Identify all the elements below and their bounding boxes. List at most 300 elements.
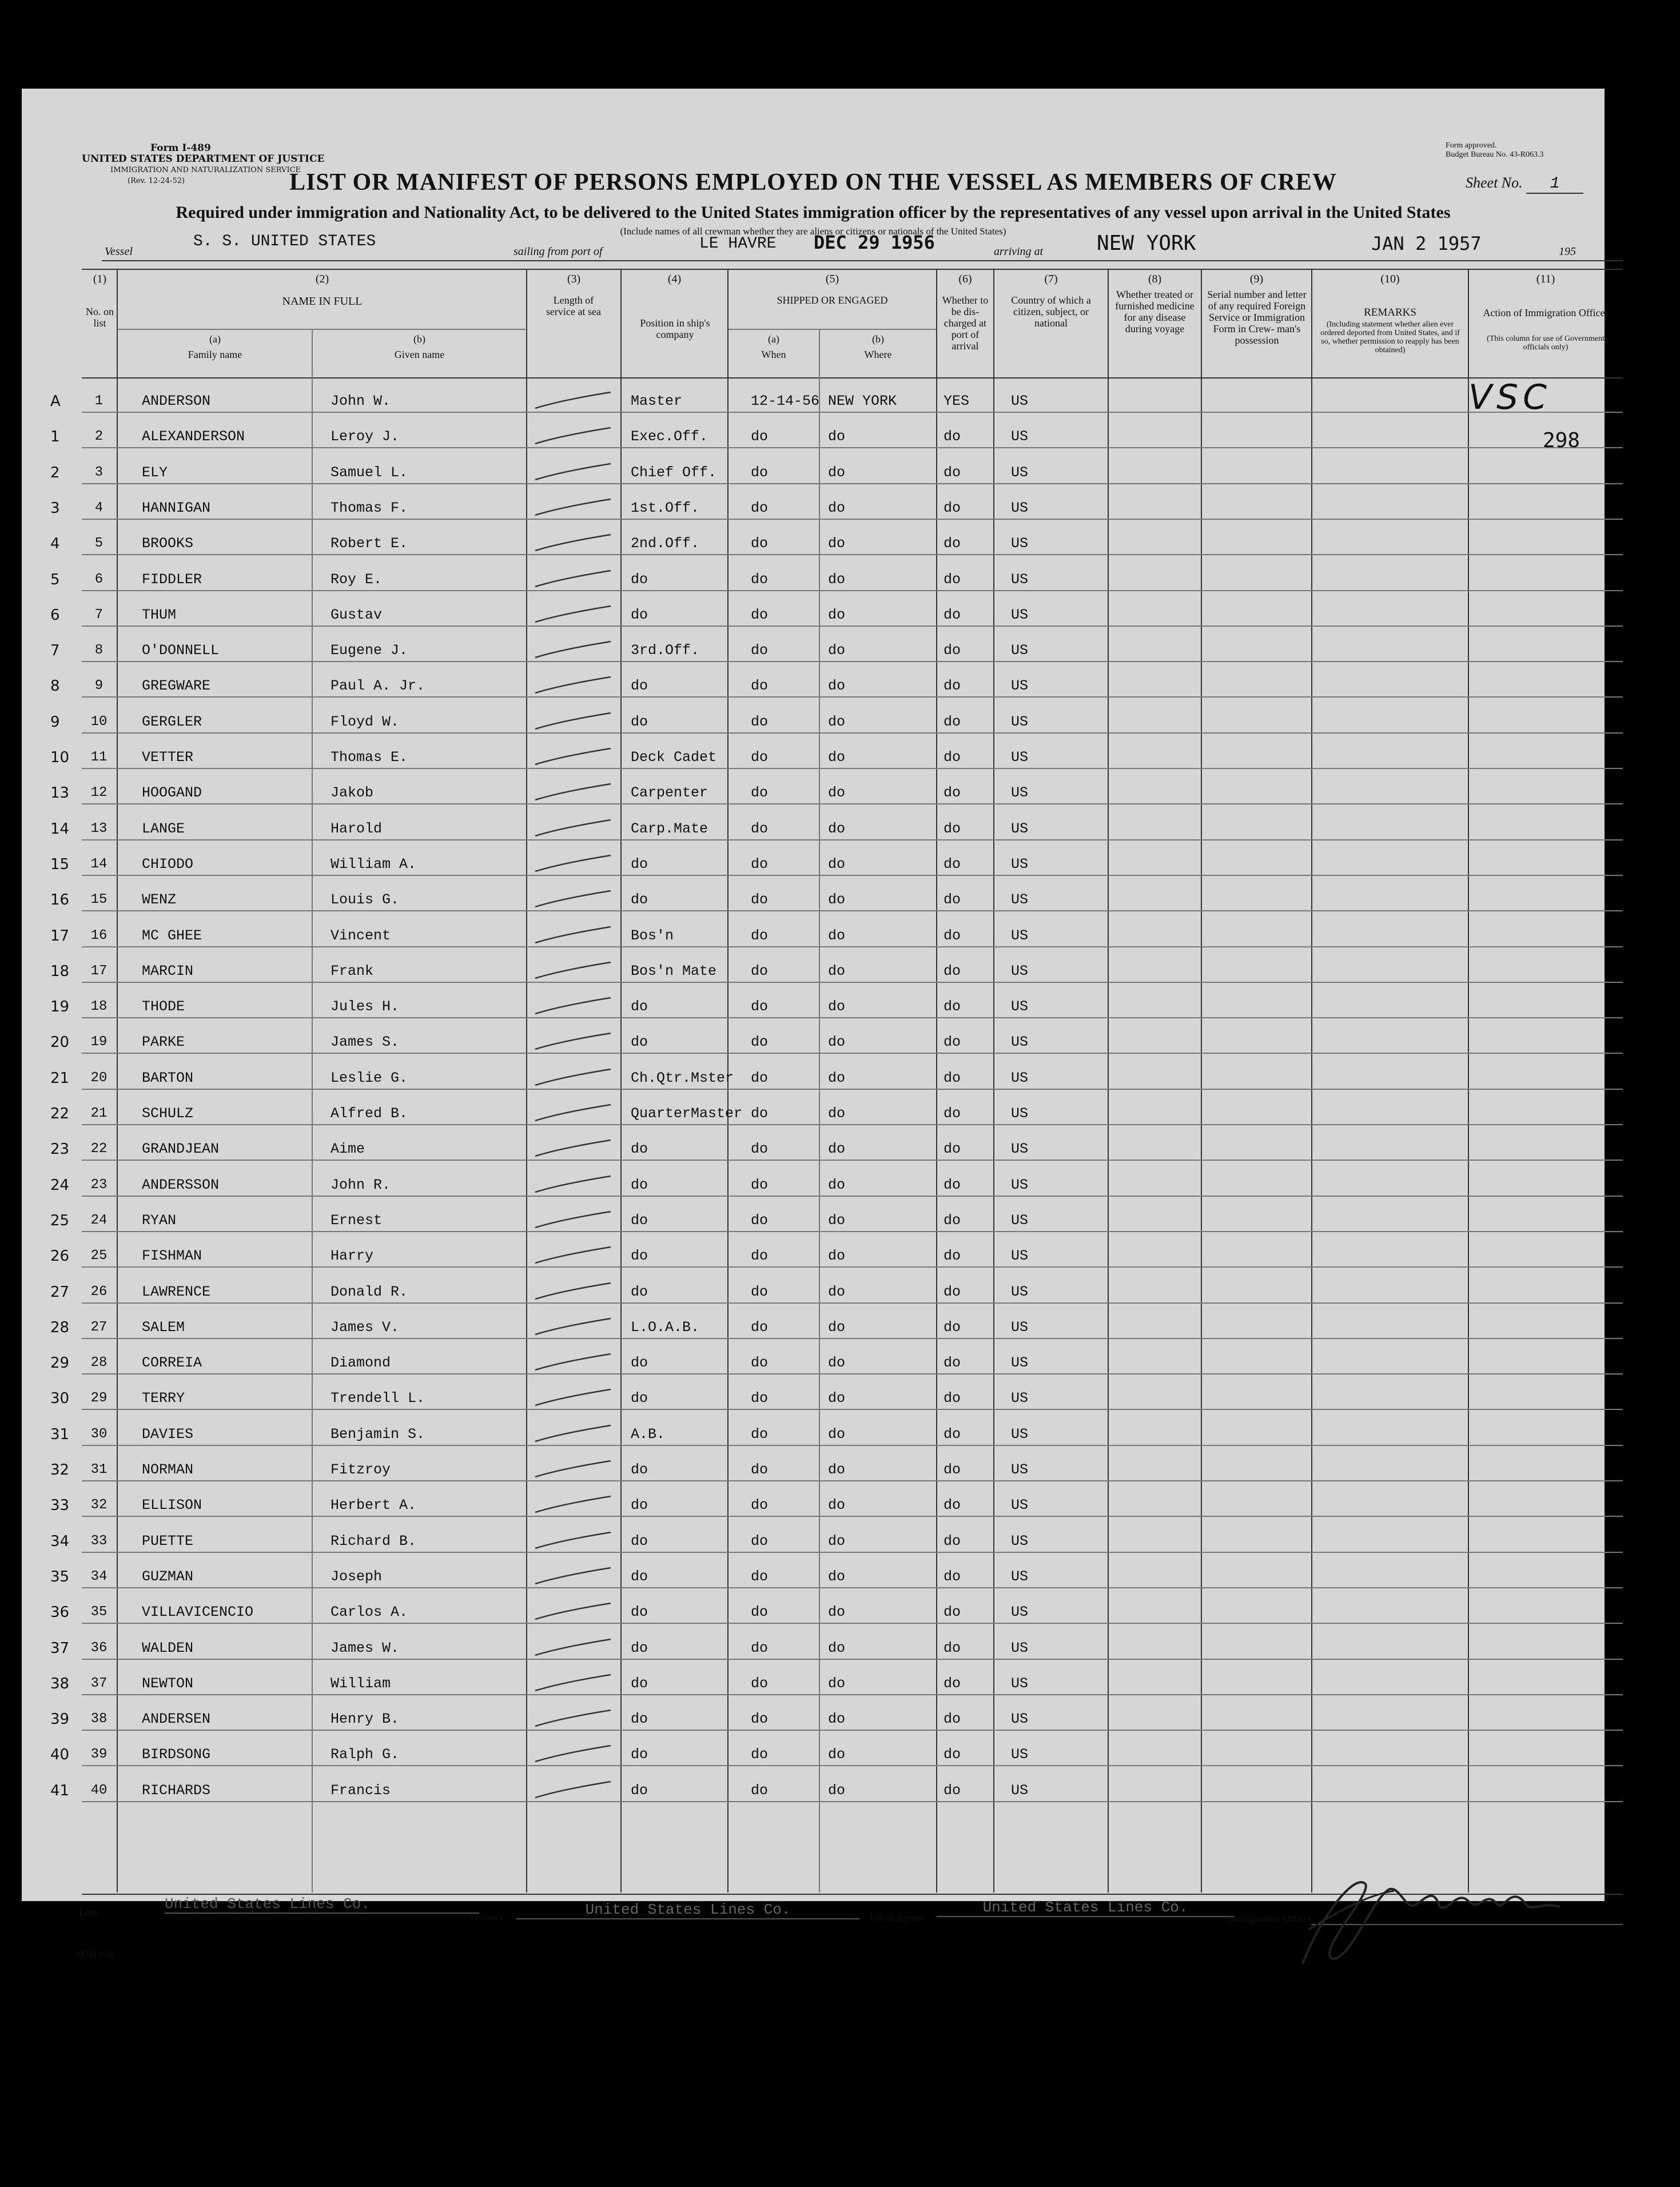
rule-col-5	[936, 269, 937, 1893]
row-position: Bos'n Mate	[631, 963, 717, 979]
row-list-number: 39	[90, 1747, 108, 1762]
row-given-name: Roy E.	[331, 571, 383, 588]
row-discharged: do	[943, 1390, 961, 1407]
row-country: US	[1011, 464, 1029, 481]
row-shipped-where: do	[828, 1568, 846, 1585]
row-shipped-when: do	[751, 1568, 769, 1585]
row-position: do	[631, 856, 648, 873]
col-discharged: Whether to be dis- charged at port of arrival	[942, 294, 989, 352]
row-list-number: 37	[90, 1676, 108, 1691]
row-position: do	[631, 1568, 648, 1585]
row-rule	[82, 732, 1623, 734]
row-country: US	[1011, 428, 1029, 445]
service-length-check-mark	[531, 818, 616, 840]
row-discharged: do	[943, 1746, 961, 1763]
row-given-name: Eugene J.	[331, 642, 408, 659]
row-position: do	[631, 998, 648, 1015]
row-family-name: ANDERSON	[142, 393, 211, 409]
col-given-name: Given name	[394, 349, 445, 360]
page-subtitle: Required under immigration and Nationality Act, to be delivered to the United States immigration officer by the representatives of any vessel upon arrival in the United States	[176, 203, 1451, 222]
row-discharged: do	[943, 1248, 961, 1264]
form-revision: (Rev. 12-24-52)	[128, 177, 185, 185]
row-given-name: Jakob	[331, 784, 374, 801]
row-list-number: 11	[90, 750, 108, 765]
shipped-subrule	[728, 329, 936, 330]
service-length-check-mark	[531, 639, 616, 662]
row-discharged: do	[943, 963, 961, 979]
service-length-check-mark	[531, 1174, 616, 1197]
row-margin-number: 10	[50, 749, 70, 766]
row-list-number: 18	[90, 999, 108, 1014]
row-position: L.O.A.B.	[631, 1319, 700, 1336]
row-position: Chief Off.	[631, 464, 717, 481]
row-given-name: Joseph	[331, 1568, 383, 1585]
service-length-check-mark	[531, 1281, 616, 1304]
row-list-number: 12	[90, 785, 108, 800]
row-shipped-when: do	[751, 1034, 769, 1050]
row-family-name: BARTON	[142, 1070, 194, 1086]
rule-col-7	[1108, 269, 1109, 1893]
row-position: do	[631, 1212, 648, 1229]
row-rule	[82, 1302, 1623, 1304]
row-country: US	[1011, 1319, 1029, 1336]
row-given-name: William	[331, 1675, 391, 1692]
row-given-name: Fitzroy	[331, 1461, 391, 1478]
row-given-name: Jules H.	[331, 998, 400, 1015]
row-rule	[82, 1730, 1623, 1731]
action-number: 298	[1543, 429, 1581, 452]
col-when-letter: (a)	[768, 333, 779, 345]
row-given-name: Donald R.	[331, 1284, 408, 1300]
row-margin-number: 38	[50, 1675, 70, 1692]
row-list-number: 40	[90, 1783, 108, 1798]
service-length-check-mark	[531, 1352, 616, 1375]
row-family-name: FIDDLER	[142, 571, 202, 588]
row-family-name: BIRDSONG	[142, 1746, 211, 1763]
immigration-officer-label: Immigration Officer	[1228, 1913, 1312, 1924]
row-rule	[82, 483, 1623, 484]
row-discharged: do	[943, 1212, 961, 1229]
row-shipped-where: do	[828, 428, 846, 445]
row-position: 3rd.Off.	[631, 642, 700, 659]
row-margin-number: 25	[50, 1212, 70, 1229]
row-shipped-when: do	[751, 891, 769, 908]
row-shipped-where: do	[828, 607, 846, 623]
row-shipped-where: do	[828, 927, 846, 944]
row-family-name: VETTER	[142, 749, 194, 766]
row-rule	[82, 910, 1623, 911]
rule-col-10	[1468, 269, 1469, 1893]
row-family-name: CHIODO	[142, 856, 194, 873]
row-position: QuarterMaster	[631, 1105, 743, 1122]
row-discharged: do	[943, 998, 961, 1015]
service-length-check-mark	[531, 853, 616, 876]
row-rule	[82, 1552, 1623, 1553]
row-discharged: do	[943, 1568, 961, 1585]
row-margin-number: 23	[50, 1141, 70, 1158]
row-discharged: do	[943, 571, 961, 588]
row-shipped-when: do	[751, 998, 769, 1015]
row-margin-number: 37	[50, 1640, 70, 1657]
row-list-number: 35	[90, 1604, 108, 1620]
col-action: Action of Immigration Officer	[1483, 307, 1609, 318]
row-list-number: 4	[94, 500, 103, 516]
row-discharged: do	[943, 820, 961, 837]
row-discharged: do	[943, 642, 961, 659]
rule-col-1	[117, 269, 118, 1893]
owners-value: United States Lines Co.	[516, 1901, 859, 1919]
row-family-name: ANDERSSON	[142, 1177, 220, 1193]
row-given-name: Leslie G.	[331, 1070, 408, 1086]
rule-col-2	[526, 269, 527, 1893]
vessel-label: Vessel	[105, 245, 133, 258]
col-no-on-list: No. on list	[86, 306, 114, 329]
voyage-underline	[102, 260, 1623, 261]
service-length-check-mark	[531, 1565, 616, 1588]
col-length-service: Length of service at sea	[546, 294, 601, 317]
header-bottom-rule	[82, 377, 1623, 379]
row-given-name: James V.	[331, 1319, 400, 1336]
service-length-check-mark	[531, 1031, 616, 1054]
row-list-number: 16	[90, 928, 108, 943]
form-id: Form I-489	[150, 142, 211, 154]
col-4-num: (4)	[667, 273, 682, 285]
service-length-check-mark	[531, 1209, 616, 1232]
row-position: Carp.Mate	[631, 820, 708, 837]
row-shipped-where: do	[828, 1212, 846, 1229]
row-margin-number: 35	[50, 1568, 70, 1586]
row-list-number: 15	[90, 892, 108, 907]
row-family-name: RICHARDS	[142, 1782, 211, 1799]
row-shipped-where: do	[828, 464, 846, 481]
row-country: US	[1011, 1746, 1029, 1763]
port-of-arrival: NEW YORK	[1097, 232, 1196, 255]
row-margin-number: 3	[50, 500, 60, 517]
service-length-check-mark	[531, 1530, 616, 1553]
row-shipped-where: do	[828, 1355, 846, 1371]
row-shipped-where: do	[828, 1034, 846, 1050]
row-margin-number: 1	[50, 428, 60, 445]
row-family-name: RYAN	[142, 1212, 177, 1229]
row-country: US	[1011, 1177, 1029, 1193]
row-rule	[82, 1017, 1623, 1018]
arrival-date-stamp: JAN 2 1957	[1371, 233, 1482, 254]
row-discharged: do	[943, 500, 961, 516]
name-subrule	[118, 329, 526, 330]
row-rule	[82, 590, 1623, 591]
row-country: US	[1011, 1070, 1029, 1086]
row-shipped-when: do	[751, 1604, 769, 1620]
row-shipped-when: do	[751, 607, 769, 623]
row-country: US	[1011, 1355, 1029, 1371]
row-country: US	[1011, 607, 1029, 623]
row-margin-number: 24	[50, 1177, 70, 1194]
row-discharged: do	[943, 1782, 961, 1799]
row-shipped-where: do	[828, 1177, 846, 1193]
row-list-number: 1	[94, 393, 103, 409]
service-length-check-mark	[531, 568, 616, 591]
row-position: do	[631, 678, 648, 694]
action-initials: VSC	[1468, 377, 1552, 417]
row-given-name: Gustav	[331, 607, 383, 623]
row-country: US	[1011, 500, 1029, 516]
row-position: Ch.Qtr.Mster	[631, 1070, 734, 1086]
row-rule	[82, 1694, 1623, 1695]
row-rule	[82, 982, 1623, 983]
row-shipped-when: do	[751, 1461, 769, 1478]
service-length-check-mark	[531, 390, 616, 413]
row-list-number: 32	[90, 1497, 108, 1513]
row-rule	[82, 946, 1623, 947]
row-rule	[82, 554, 1623, 555]
row-family-name: VILLAVICENCIO	[142, 1604, 254, 1620]
row-margin-number: 30	[50, 1390, 70, 1407]
row-position: do	[631, 1640, 648, 1656]
row-family-name: BROOKS	[142, 535, 194, 552]
row-position: Deck Cadet	[631, 749, 717, 766]
row-position: do	[631, 607, 648, 623]
row-discharged: do	[943, 1533, 961, 1549]
row-margin-number: 16	[50, 891, 70, 909]
row-given-name: William A.	[331, 856, 417, 873]
row-margin-number: 9	[50, 714, 60, 731]
row-position: do	[631, 1533, 648, 1549]
row-shipped-when: do	[751, 963, 769, 979]
service-length-check-mark	[531, 782, 616, 804]
row-discharged: do	[943, 1675, 961, 1692]
row-discharged: do	[943, 535, 961, 552]
row-list-number: 25	[90, 1248, 108, 1264]
row-shipped-when: do	[751, 1319, 769, 1336]
row-rule	[82, 1231, 1623, 1232]
row-margin-number: 36	[50, 1604, 70, 1621]
row-rule	[82, 1053, 1623, 1054]
row-margin-number: 14	[50, 820, 70, 838]
row-rule	[82, 626, 1623, 627]
service-length-check-mark	[531, 925, 616, 947]
row-family-name: HOOGAND	[142, 784, 202, 801]
row-list-number: 10	[90, 714, 108, 730]
service-name: IMMIGRATION AND NATURALIZATION SERVICE	[110, 166, 301, 174]
row-shipped-when: do	[751, 1497, 769, 1513]
row-given-name: Thomas F.	[331, 500, 408, 516]
row-rule	[82, 696, 1623, 698]
row-discharged: do	[943, 428, 961, 445]
row-given-name: Robert E.	[331, 535, 408, 552]
row-given-name: Trendell L.	[331, 1390, 425, 1407]
service-length-check-mark	[531, 532, 616, 555]
row-margin-number: 17	[50, 927, 70, 945]
row-shipped-when: do	[751, 1426, 769, 1443]
row-margin-number: 19	[50, 998, 70, 1015]
row-discharged: do	[943, 1319, 961, 1336]
row-shipped-where: do	[828, 749, 846, 766]
row-shipped-where: do	[828, 1461, 846, 1478]
row-family-name: GRANDJEAN	[142, 1141, 220, 1157]
row-position: do	[631, 1355, 648, 1371]
row-family-name: MC GHEE	[142, 927, 202, 944]
row-discharged: do	[943, 927, 961, 944]
row-given-name: Alfred B.	[331, 1105, 408, 1122]
col-family-letter: (a)	[209, 333, 221, 345]
row-discharged: do	[943, 1461, 961, 1478]
row-given-name: Leroy J.	[331, 428, 400, 445]
row-country: US	[1011, 535, 1029, 552]
row-position: A.B.	[631, 1426, 666, 1443]
row-country: US	[1011, 1390, 1029, 1407]
col-6-num: (6)	[958, 273, 972, 285]
row-discharged: do	[943, 1105, 961, 1122]
row-margin-number: 20	[50, 1034, 70, 1051]
row-country: US	[1011, 714, 1029, 730]
row-country: US	[1011, 856, 1029, 873]
row-margin-number: 39	[50, 1711, 70, 1728]
row-given-name: Frank	[331, 963, 374, 979]
row-discharged: do	[943, 1640, 961, 1656]
service-length-check-mark	[531, 461, 616, 484]
row-shipped-where: do	[828, 963, 846, 979]
row-country: US	[1011, 1533, 1029, 1549]
owners-label: Owners	[471, 1911, 503, 1923]
service-length-check-mark	[531, 1138, 616, 1161]
row-shipped-when: do	[751, 1141, 769, 1157]
row-margin-number: 41	[50, 1782, 70, 1799]
row-position: do	[631, 1034, 648, 1050]
row-family-name: ANDERSEN	[142, 1711, 211, 1727]
row-position: do	[631, 1177, 648, 1193]
col-family-name: Family name	[188, 349, 242, 360]
col-position: Position in ship's company	[640, 317, 710, 340]
row-given-name: Ralph G.	[331, 1746, 400, 1763]
row-family-name: GUZMAN	[142, 1568, 194, 1585]
row-shipped-where: do	[828, 1105, 846, 1122]
row-rule	[82, 661, 1623, 662]
row-given-name: Diamond	[331, 1355, 391, 1371]
line-value: United States Lines Co.	[165, 1895, 479, 1914]
row-country: US	[1011, 1675, 1029, 1692]
row-discharged: do	[943, 1497, 961, 1513]
row-given-name: Benjamin S.	[331, 1426, 425, 1443]
col-3-num: (3)	[567, 273, 581, 285]
service-length-check-mark	[531, 1423, 616, 1446]
row-given-name: Harold	[331, 820, 383, 837]
row-discharged: do	[943, 714, 961, 730]
row-margin-number: A	[50, 393, 61, 410]
col-where: Where	[864, 349, 892, 360]
row-margin-number: 33	[50, 1497, 70, 1514]
col-name-in-full: NAME IN FULL	[282, 295, 363, 308]
officer-signature	[1285, 1850, 1583, 1981]
row-shipped-where: do	[828, 856, 846, 873]
row-list-number: 27	[90, 1320, 108, 1335]
row-margin-number: 21	[50, 1070, 70, 1087]
row-given-name: Vincent	[331, 927, 391, 944]
row-country: US	[1011, 1105, 1029, 1122]
col-country: Country of which a citizen, subject, or national	[1011, 294, 1091, 329]
page-title: LIST OR MANIFEST OF PERSONS EMPLOYED ON THE VESSEL AS MEMBERS OF CREW	[289, 169, 1337, 196]
row-shipped-when: do	[751, 1390, 769, 1407]
service-length-check-mark	[531, 1601, 616, 1624]
department-name: UNITED STATES DEPARTMENT OF JUSTICE	[82, 153, 325, 165]
row-position: do	[631, 571, 648, 588]
row-discharged: do	[943, 1711, 961, 1727]
row-shipped-where: do	[828, 1711, 846, 1727]
row-shipped-when: do	[751, 428, 769, 445]
row-discharged: do	[943, 856, 961, 873]
row-shipped-where: do	[828, 1390, 846, 1407]
row-discharged: do	[943, 464, 961, 481]
row-country: US	[1011, 1034, 1029, 1050]
row-shipped-where: do	[828, 1070, 846, 1086]
row-margin-number: 32	[50, 1461, 70, 1479]
row-given-name: Floyd W.	[331, 714, 400, 730]
row-family-name: THUM	[142, 607, 177, 623]
row-family-name: TERRY	[142, 1390, 185, 1407]
row-list-number: 31	[90, 1462, 108, 1477]
row-country: US	[1011, 963, 1029, 979]
service-length-check-mark	[531, 1708, 616, 1731]
row-margin-number: 22	[50, 1105, 70, 1122]
row-margin-number: 7	[50, 642, 60, 659]
row-shipped-where: do	[828, 998, 846, 1015]
row-given-name: Richard B.	[331, 1533, 417, 1549]
row-country: US	[1011, 749, 1029, 766]
row-shipped-when: do	[751, 927, 769, 944]
row-family-name: CORREIA	[142, 1355, 202, 1371]
row-country: US	[1011, 784, 1029, 801]
page-subnote: (Include names of all crewman whether they are aliens or citizens or nationals of the United States)	[620, 226, 1006, 237]
row-family-name: LAWRENCE	[142, 1284, 211, 1300]
row-given-name: Aime	[331, 1141, 365, 1157]
row-list-number: 17	[90, 963, 108, 979]
row-shipped-when: do	[751, 1711, 769, 1727]
row-country: US	[1011, 1284, 1029, 1300]
row-shipped-where: do	[828, 1141, 846, 1157]
row-shipped-where: do	[828, 1533, 846, 1549]
row-list-number: 34	[90, 1569, 108, 1584]
row-given-name: Henry B.	[331, 1711, 400, 1727]
row-shipped-when: do	[751, 784, 769, 801]
row-given-name: Francis	[331, 1782, 391, 1799]
line-label: Line	[79, 1907, 98, 1918]
row-position: 1st.Off.	[631, 500, 700, 516]
row-discharged: do	[943, 678, 961, 694]
row-rule	[82, 412, 1623, 413]
rule-col-2a	[312, 329, 313, 1893]
row-shipped-where: do	[828, 1604, 846, 1620]
row-country: US	[1011, 1426, 1029, 1443]
service-length-check-mark	[531, 1067, 616, 1090]
row-list-number: 20	[90, 1070, 108, 1086]
row-position: do	[631, 1711, 648, 1727]
service-length-check-mark	[531, 1316, 616, 1339]
row-rule	[82, 1659, 1623, 1660]
row-shipped-when: do	[751, 820, 769, 837]
row-given-name: Thomas E.	[331, 749, 408, 766]
vessel-name: S. S. UNITED STATES	[193, 233, 376, 250]
row-family-name: NEWTON	[142, 1675, 194, 1692]
col-remarks: REMARKS	[1364, 306, 1416, 318]
col-given-letter: (b)	[413, 333, 425, 345]
row-shipped-where: do	[828, 1675, 846, 1692]
row-margin-number: 34	[50, 1533, 70, 1550]
budget-bureau-number: Budget Bureau No. 43-R063.3	[1446, 150, 1544, 159]
sheet-number: 1	[1526, 175, 1583, 194]
row-given-name: Carlos A.	[331, 1604, 408, 1620]
row-rule	[82, 1445, 1623, 1446]
row-margin-number: 5	[50, 571, 60, 588]
row-country: US	[1011, 927, 1029, 944]
